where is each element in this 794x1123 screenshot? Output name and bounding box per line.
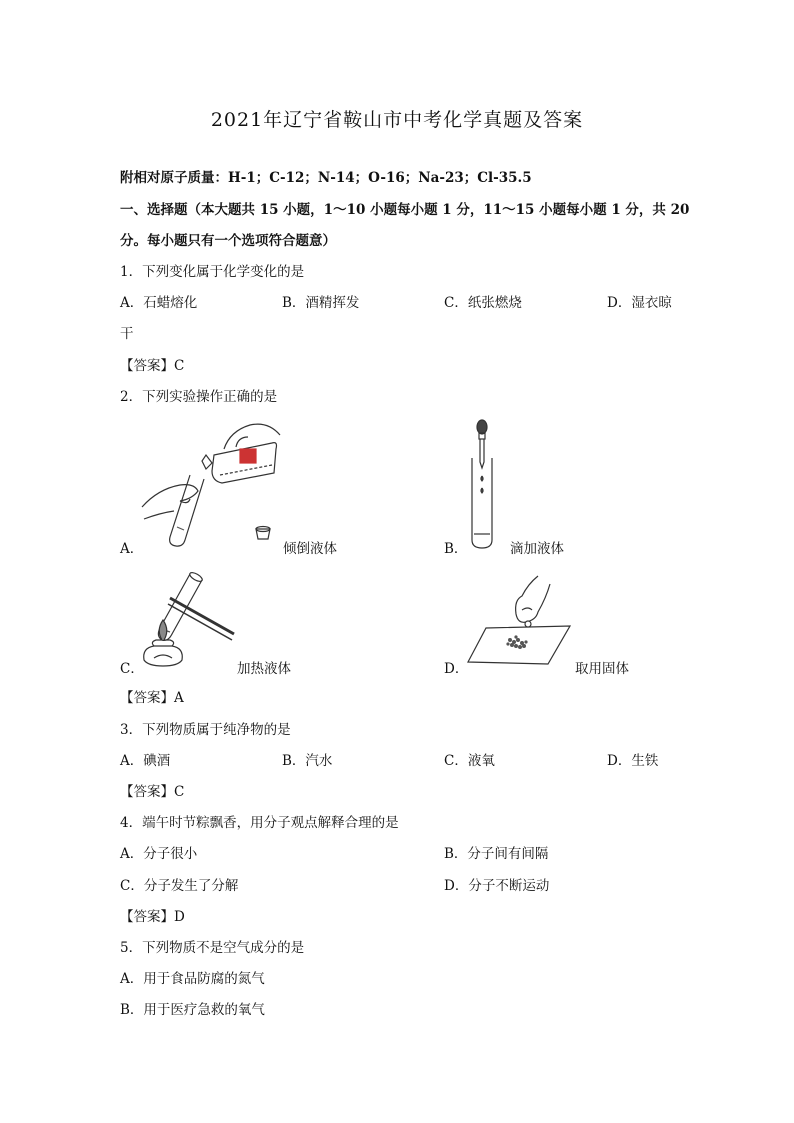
q4-answer: 【答案】D	[120, 909, 185, 925]
q4-stem: 4．端午时节粽飘香，用分子观点解释合理的是	[120, 815, 399, 831]
page-title: 2021年辽宁省鞍山市中考化学真题及答案	[210, 109, 584, 131]
q1-option-b: B．酒精挥发	[282, 295, 360, 311]
q2-answer: 【答案】A	[120, 690, 184, 706]
q3-option-d: D．生铁	[607, 753, 659, 769]
q2-option-d-letter: D．	[444, 661, 469, 677]
taking-solid-figure	[466, 574, 572, 666]
q4-option-d: D．分子不断运动	[444, 878, 550, 894]
q2-stem: 2．下列实验操作正确的是	[120, 389, 278, 405]
pouring-liquid-figure	[140, 415, 290, 550]
section-heading-line2: 分。每小题只有一个选项符合题意）	[120, 233, 336, 249]
q2-option-d-caption: 取用固体	[575, 661, 629, 677]
q3-stem: 3．下列物质属于纯净物的是	[120, 722, 291, 738]
q4-option-a: A．分子很小	[120, 846, 198, 862]
q5-option-a: A．用于食品防腐的氮气	[120, 971, 265, 987]
q3-answer: 【答案】C	[120, 784, 185, 800]
q2-option-b-letter: B．	[444, 541, 468, 557]
q4-option-b: B．分子间有间隔	[444, 846, 549, 862]
q3-option-a: A．碘酒	[120, 753, 171, 769]
q5-stem: 5．下列物质不是空气成分的是	[120, 940, 305, 956]
q3-option-b: B．汽水	[282, 753, 333, 769]
q5-option-b: B．用于医疗急救的氧气	[120, 1002, 265, 1018]
q2-option-c-caption: 加热液体	[237, 661, 291, 677]
q1-option-a: A．石蜡熔化	[120, 295, 198, 311]
q3-option-c: C．液氧	[444, 753, 495, 769]
q1-answer: 【答案】C	[120, 358, 185, 374]
q1-stem: 1．下列变化属于化学变化的是	[120, 264, 305, 280]
dropping-liquid-figure	[462, 418, 502, 550]
heating-liquid-figure	[140, 568, 240, 668]
q4-option-c: C．分子发生了分解	[120, 878, 239, 894]
q1-option-d: D．湿衣晾	[607, 295, 672, 311]
section-heading-line1: 一、选择题（本大题共 15 小题，1～10 小题每小题 1 分，11～15 小题每小题 1 分，共 20	[120, 202, 690, 218]
q2-option-b-caption: 滴加液体	[510, 541, 564, 557]
q2-option-a-caption: 倾倒液体	[283, 541, 337, 557]
q2-option-a-letter: A．	[120, 541, 144, 557]
q2-option-c-letter: C．	[120, 661, 144, 677]
q1-option-c: C．纸张燃烧	[444, 295, 522, 311]
q1-option-d-wrap: 干	[120, 326, 134, 342]
atomic-mass-note: 附相对原子质量：H-1；C-12；N-14；O-16；Na-23；Cl-35.5	[120, 170, 532, 186]
